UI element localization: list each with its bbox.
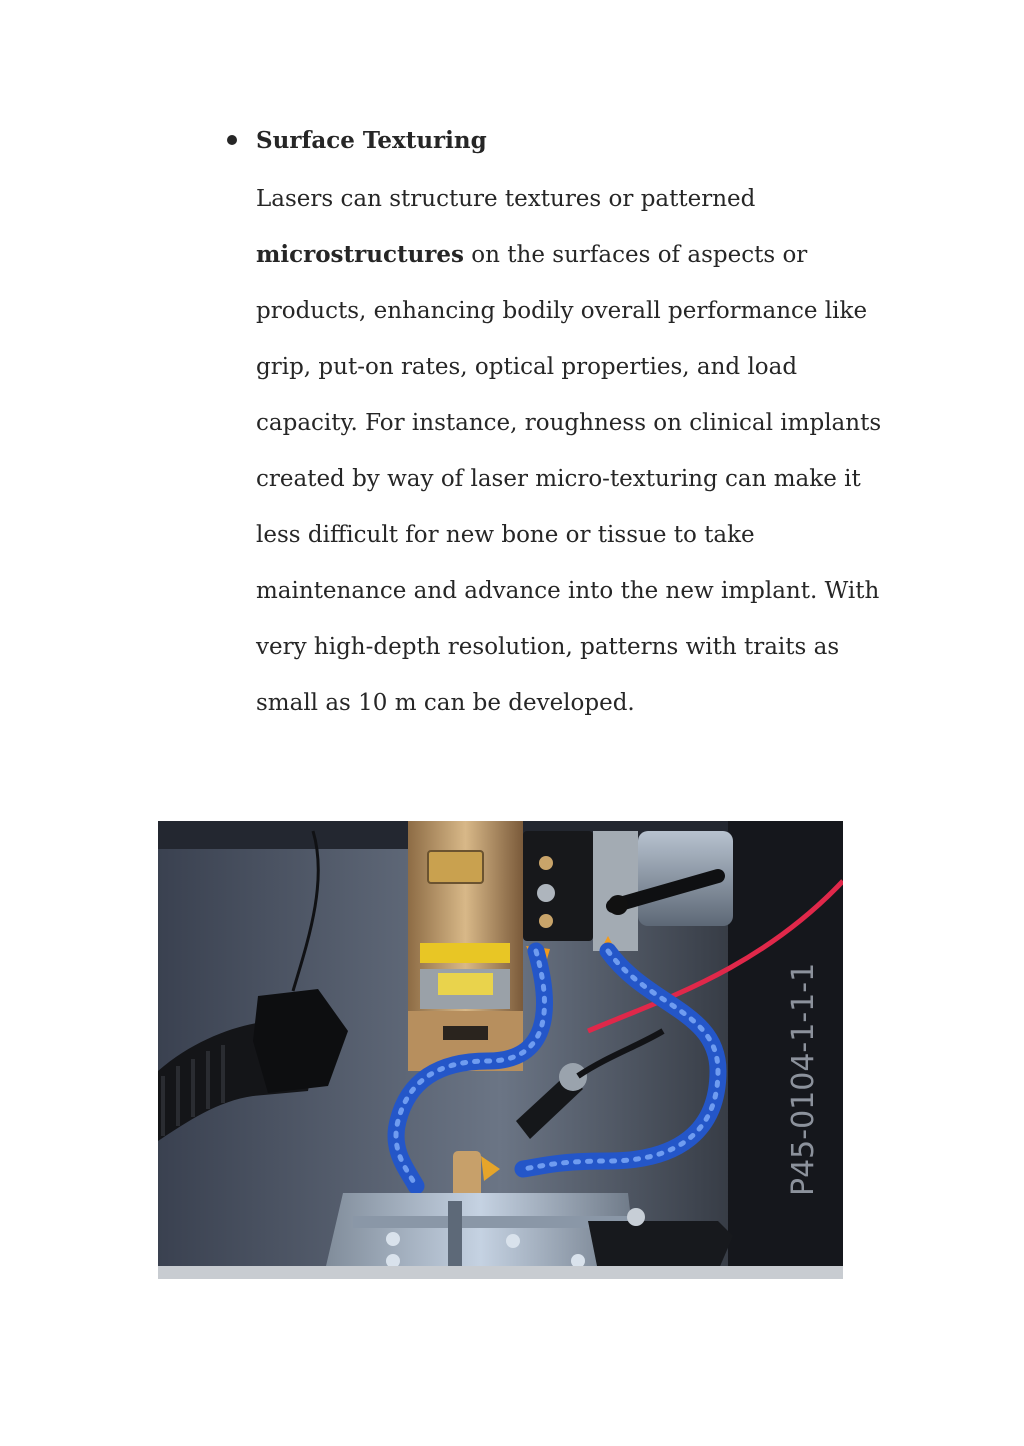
section-paragraph xyxy=(256,171,896,731)
line-bold-text: microstructures xyxy=(256,241,464,268)
section-heading: Surface Texturing xyxy=(256,126,487,154)
bullet-heading-row xyxy=(226,120,906,160)
line-text: less difficult for new bone or tissue to take xyxy=(256,522,755,548)
line-text: products, enhancing bodily overall performance like xyxy=(256,298,868,324)
line-text: small as 10 m can be developed. xyxy=(256,690,635,716)
paragraph-line xyxy=(256,507,896,563)
machine-label-text: P45-0104-1-1-1 xyxy=(786,962,821,1196)
line-text: grip, put-on rates, optical properties, and load xyxy=(256,354,798,380)
laser-head xyxy=(408,821,523,1071)
paragraph-line xyxy=(256,395,896,451)
bullet-dot-icon xyxy=(227,135,237,145)
paragraph-line xyxy=(256,339,896,395)
paragraph-line xyxy=(256,171,896,227)
paragraph-line xyxy=(256,227,896,283)
paragraph-line xyxy=(256,451,896,507)
bullet-item xyxy=(226,120,906,160)
line-text: capacity. For instance, roughness on clinical implants xyxy=(256,410,882,436)
line-text: created by way of laser micro-texturing can make it xyxy=(256,466,861,492)
line-text: very high-depth resolution, patterns with traits as xyxy=(256,634,840,660)
paragraph-line xyxy=(256,283,896,339)
line-text: on the surfaces of aspects or xyxy=(464,242,808,268)
paragraph-line xyxy=(256,563,896,619)
paragraph-line xyxy=(256,619,896,675)
laser-machine-photo xyxy=(158,821,843,1279)
line-text: maintenance and advance into the new implant. With xyxy=(256,578,880,604)
paragraph-line xyxy=(256,675,896,731)
line-text: Lasers can structure textures or patterned xyxy=(256,186,756,212)
laser-machine-illustration xyxy=(158,821,843,1279)
